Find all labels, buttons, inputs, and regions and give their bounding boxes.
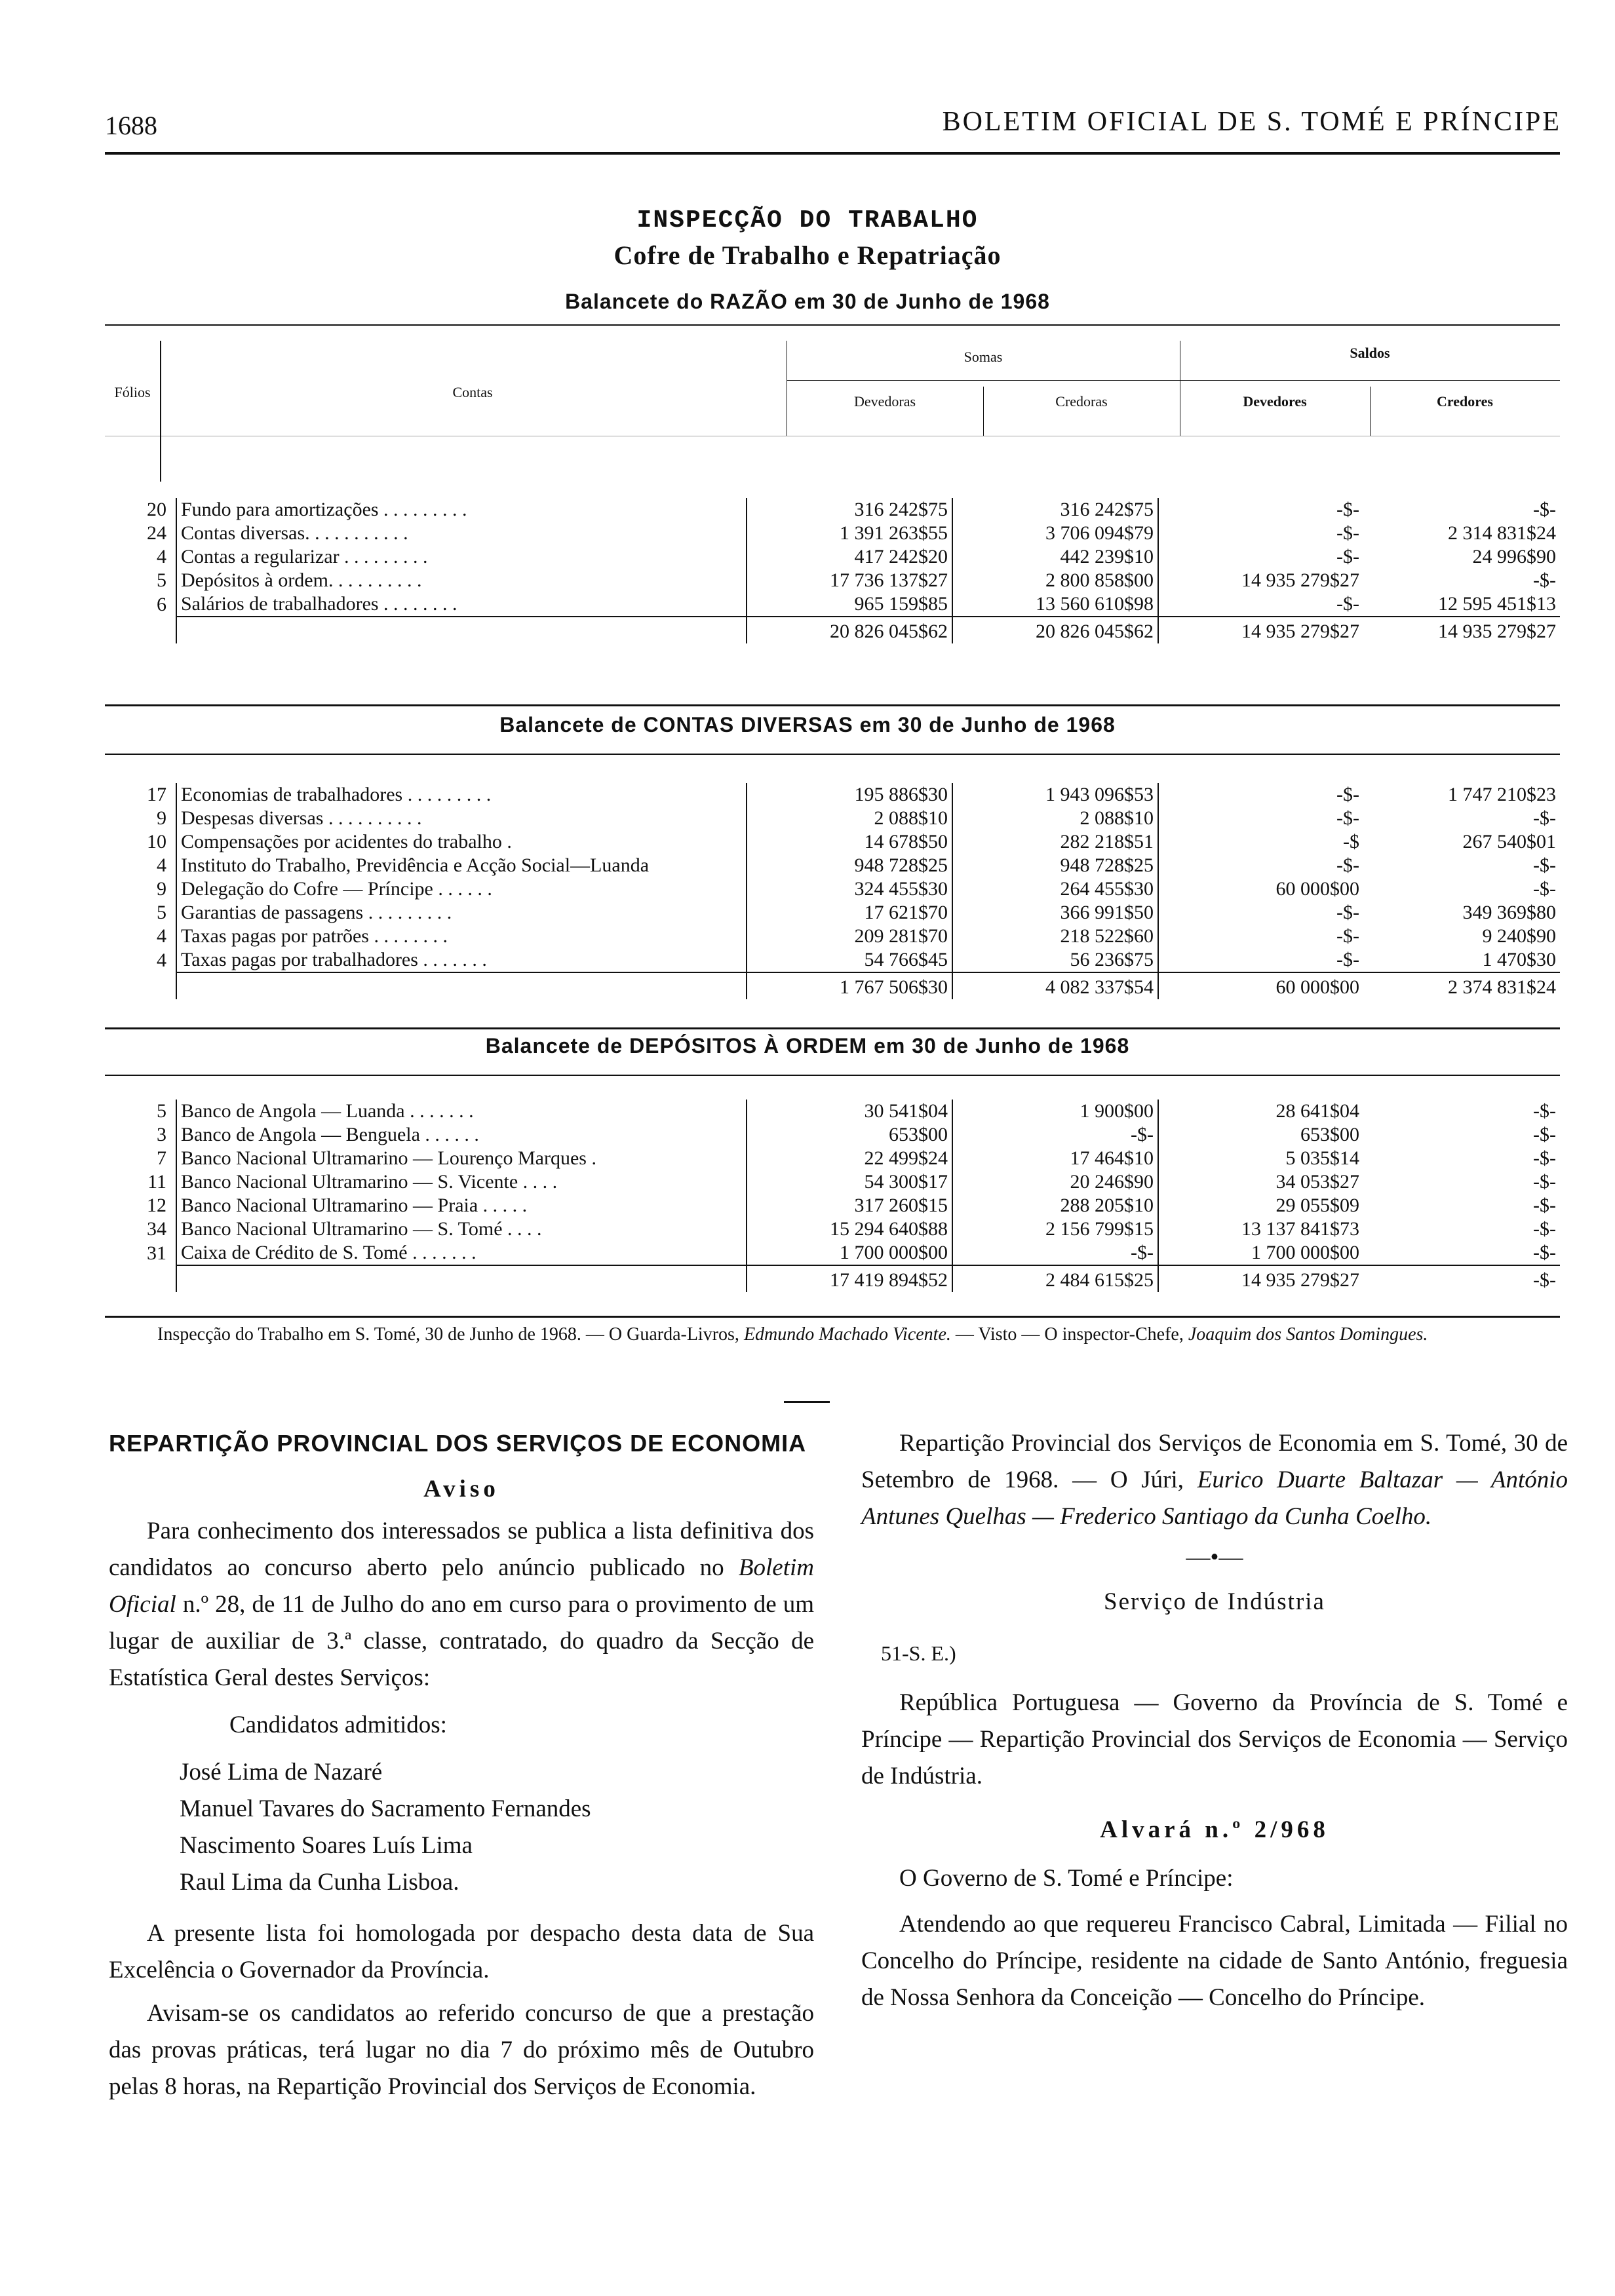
debit-cell: 2 088$10 <box>747 807 952 830</box>
total-cred-cell: 20 826 045$62 <box>952 617 1158 643</box>
conta-cell: Banco Nacional Ultramarino — S. Tomé . . . . <box>176 1217 747 1241</box>
saldo-credor-cell: 24 996$90 <box>1472 546 1556 567</box>
candidate-name: José Lima de Nazaré <box>180 1759 383 1786</box>
saldo-devedor-cell: -$- <box>1158 854 1363 877</box>
saldo-credor-cell: -$- <box>1533 1242 1556 1263</box>
credit-cell: -$- <box>952 1123 1158 1147</box>
col-devedoras: Devedoras <box>853 393 916 410</box>
left-column <box>109 1425 814 2105</box>
razao-title: Balancete do RAZÃO em 30 de Junho de 1968 <box>565 290 1050 313</box>
candidate-list <box>109 1754 814 1901</box>
aviso-p1a: Para conhecimento dos interessados se publica a lista definitiva dos candidatos ao concurso aberto pelo anúncio publicado no <box>109 1518 814 1581</box>
saldo-devedor-cell: -$- <box>1158 948 1363 972</box>
col-credores: Credores <box>1437 393 1493 410</box>
credit-cell: 316 242$75 <box>952 498 1158 522</box>
folio-cell: 24 <box>147 522 166 544</box>
conta-cell: Banco Nacional Ultramarino — Praia . . . . . <box>176 1194 747 1217</box>
conta-cell: Banco Nacional Ultramarino — S. Vicente . . . . <box>176 1170 747 1194</box>
table-row <box>105 783 1560 807</box>
credit-cell: 288 205$10 <box>952 1194 1158 1217</box>
conta-cell: Delegação do Cofre — Príncipe . . . . . . <box>176 877 747 901</box>
folio-cell: 9 <box>157 878 166 900</box>
servico-heading: Serviço de Indústria <box>1104 1588 1325 1615</box>
saldo-devedor-cell: 653$00 <box>1158 1123 1363 1147</box>
aviso-p1b: n.º 28, de 11 de Julho do ano em curso para o provimento de um lugar de auxiliar de 3.ª classe, contratado, do quadro da Secção de Estatística Geral destes Serviços: <box>109 1591 814 1691</box>
page-number: 1688 <box>105 111 157 140</box>
table-row <box>105 1123 1560 1147</box>
section-divider <box>784 1401 830 1403</box>
saldo-devedor-cell: -$- <box>1158 925 1363 948</box>
table-row <box>105 545 1560 569</box>
table-row <box>105 1147 1560 1170</box>
saldo-credor-cell: 2 314 831$24 <box>1448 522 1556 544</box>
credit-cell: 56 236$75 <box>952 948 1158 972</box>
debit-cell: 653$00 <box>747 1123 952 1147</box>
diversas-title: Balancete de CONTAS DIVERSAS em 30 de Junho de 1968 <box>499 713 1116 737</box>
note-name-1: Edmundo Machado Vicente. <box>743 1324 951 1345</box>
aviso-heading: Aviso <box>423 1476 499 1502</box>
saldo-devedor-cell: -$- <box>1158 783 1363 807</box>
saldo-credor-cell: 349 369$80 <box>1462 902 1556 923</box>
saldo-devedor-cell: 14 935 279$27 <box>1158 569 1363 592</box>
saldo-credor-cell: -$- <box>1533 1124 1556 1145</box>
depositos-table <box>105 1100 1560 1292</box>
saldo-credor-cell: 1 747 210$23 <box>1448 784 1556 805</box>
report-fund: Cofre de Trabalho e Repatriação <box>613 240 1002 270</box>
total-deb-cell: 1 767 506$30 <box>747 972 952 999</box>
saldo-devedor-cell: 29 055$09 <box>1158 1194 1363 1217</box>
col-devedores: Devedores <box>1243 393 1307 410</box>
total-row <box>105 617 1560 643</box>
total-scred-cell: 2 374 831$24 <box>1363 972 1560 999</box>
conta-cell: Taxas pagas por patrões . . . . . . . . <box>176 925 747 948</box>
saldo-devedor-cell: -$- <box>1158 498 1363 522</box>
saldo-credor-cell: -$- <box>1533 1100 1556 1122</box>
credit-cell: 366 991$50 <box>952 901 1158 925</box>
saldo-credor-cell: -$- <box>1533 1147 1556 1169</box>
note-name-2: Joaquim dos Santos Domingues. <box>1188 1324 1428 1345</box>
debit-cell: 317 260$15 <box>747 1194 952 1217</box>
right-column <box>861 1425 1568 2016</box>
credit-cell: 442 239$10 <box>952 545 1158 569</box>
saldo-devedor-cell: -$- <box>1158 522 1363 545</box>
folio-cell: 5 <box>157 1100 166 1122</box>
credit-cell: 218 522$60 <box>952 925 1158 948</box>
debit-cell: 54 766$45 <box>747 948 952 972</box>
note-text-2: — Visto — O inspector-Chefe, <box>955 1324 1184 1345</box>
folio-cell: 17 <box>147 784 166 805</box>
conta-cell: Compensações por acidentes do trabalho . <box>176 830 747 854</box>
credit-cell: 3 706 094$79 <box>952 522 1158 545</box>
conta-cell: Taxas pagas por trabalhadores . . . . . . . <box>176 948 747 972</box>
saldo-devedor-cell: -$- <box>1158 807 1363 830</box>
credit-cell: 2 800 858$00 <box>952 569 1158 592</box>
total-empty-cell <box>176 972 747 999</box>
table-row <box>105 925 1560 948</box>
total-empty-cell <box>176 617 747 643</box>
saldo-devedor-cell: 34 053$27 <box>1158 1170 1363 1194</box>
table-row <box>105 948 1560 972</box>
conta-cell: Depósitos à ordem. . . . . . . . . . <box>176 569 747 592</box>
conta-cell: Economias de trabalhadores . . . . . . . . . <box>176 783 747 807</box>
credit-cell: -$- <box>952 1241 1158 1265</box>
total-deb-cell: 20 826 045$62 <box>747 617 952 643</box>
saldo-credor-cell: -$- <box>1533 1171 1556 1193</box>
total-cred-cell: 4 082 337$54 <box>952 972 1158 999</box>
credit-cell: 17 464$10 <box>952 1147 1158 1170</box>
conta-cell: Banco Nacional Ultramarino — Lourenço Marques . <box>176 1147 747 1170</box>
col-saldos: Saldos <box>1350 345 1390 361</box>
saldo-credor-cell: -$- <box>1533 1218 1556 1240</box>
saldo-credor-cell: -$- <box>1533 499 1556 520</box>
credit-cell: 2 088$10 <box>952 807 1158 830</box>
saldo-credor-cell: 1 470$30 <box>1482 949 1556 970</box>
folio-cell: 10 <box>147 831 166 852</box>
debit-cell: 17 736 137$27 <box>747 569 952 592</box>
juri-text: Repartição Provincial dos Serviços de Economia em S. Tomé, 30 de Setembro de 1968. — O Júri, <box>861 1430 1568 1493</box>
table-top-rule <box>105 324 1560 326</box>
total-scred-cell: 14 935 279$27 <box>1363 617 1560 643</box>
debit-cell: 316 242$75 <box>747 498 952 522</box>
table-row <box>105 1194 1560 1217</box>
credit-cell: 20 246$90 <box>952 1170 1158 1194</box>
alvara-heading: Alvará n.º 2/968 <box>1100 1816 1329 1843</box>
conta-cell: Despesas diversas . . . . . . . . . . <box>176 807 747 830</box>
table-row <box>105 522 1560 545</box>
credit-cell: 282 218$51 <box>952 830 1158 854</box>
diversas-top-rule <box>105 754 1560 755</box>
conta-cell: Caixa de Crédito de S. Tomé . . . . . . . <box>176 1241 747 1265</box>
total-row <box>105 1265 1560 1292</box>
saldo-credor-cell: 267 540$01 <box>1462 831 1556 852</box>
conta-cell: Salários de trabalhadores . . . . . . . . <box>176 592 747 617</box>
saldo-devedor-cell: -$ <box>1158 830 1363 854</box>
saldo-devedor-cell: 28 641$04 <box>1158 1100 1363 1123</box>
saldo-credor-cell: -$- <box>1533 569 1556 591</box>
republica-paragraph: República Portuguesa — Governo da Província de S. Tomé e Príncipe — Repartição Provincial dos Serviços de Economia — Serviço de Indústria. <box>861 1689 1568 1789</box>
col-folios: Fólios <box>114 384 151 400</box>
credit-cell: 1 943 096$53 <box>952 783 1158 807</box>
saldo-devedor-cell: -$- <box>1158 901 1363 925</box>
candidate-name: Nascimento Soares Luís Lima <box>180 1832 473 1859</box>
folio-cell: 31 <box>147 1242 166 1264</box>
debit-cell: 324 455$30 <box>747 877 952 901</box>
debit-cell: 30 541$04 <box>747 1100 952 1123</box>
table-row <box>105 854 1560 877</box>
debit-cell: 17 621$70 <box>747 901 952 925</box>
table-row <box>105 498 1560 522</box>
razao-table <box>105 498 1560 643</box>
debit-cell: 14 678$50 <box>747 830 952 854</box>
debit-cell: 1 391 263$55 <box>747 522 952 545</box>
total-empty-cell <box>105 617 176 643</box>
debit-cell: 22 499$24 <box>747 1147 952 1170</box>
total-cred-cell: 2 484 615$25 <box>952 1265 1158 1292</box>
saldo-credor-cell: 9 240$90 <box>1482 925 1556 947</box>
diversas-bottom-rule <box>105 1027 1560 1029</box>
saldo-devedor-cell: -$- <box>1158 545 1363 569</box>
folio-cell: 20 <box>147 499 166 520</box>
debit-cell: 54 300$17 <box>747 1170 952 1194</box>
conta-cell: Contas diversas. . . . . . . . . . . <box>176 522 747 545</box>
folio-cell: 5 <box>157 902 166 923</box>
saldo-devedor-cell: -$- <box>1158 592 1363 617</box>
folio-cell: 4 <box>157 949 166 971</box>
folio-cell: 9 <box>157 807 166 829</box>
right-divider: —•— <box>1186 1544 1243 1571</box>
table-row <box>105 569 1560 592</box>
saldo-devedor-cell: 1 700 000$00 <box>1158 1241 1363 1265</box>
depositos-title: Balancete de DEPÓSITOS À ORDEM em 30 de Junho de 1968 <box>485 1034 1130 1058</box>
table-row <box>105 1100 1560 1123</box>
folio-cell: 34 <box>147 1218 166 1240</box>
juri-paragraph <box>861 1425 1568 1535</box>
publication-title: BOLETIM OFICIAL DE S. TOMÉ E PRÍNCIPE <box>942 107 1561 137</box>
folio-cell: 5 <box>157 569 166 591</box>
conta-cell: Instituto do Trabalho, Previdência e Acção Social—Luanda <box>176 854 747 877</box>
governo-line: O Governo de S. Tomé e Príncipe: <box>899 1865 1234 1892</box>
table-row <box>105 830 1560 854</box>
report-office: INSPECÇÃO DO TRABALHO <box>636 206 979 235</box>
signature-note <box>157 1324 1566 1346</box>
saldo-devedor-cell: 5 035$14 <box>1158 1147 1363 1170</box>
table-row <box>105 901 1560 925</box>
folio-cell: 11 <box>147 1171 166 1193</box>
folio-cell: 3 <box>157 1124 166 1145</box>
saldo-credor-cell: -$- <box>1533 878 1556 900</box>
aviso-paragraph-3: Avisam-se os candidatos ao referido concurso de que a prestação das provas práticas, terá lugar no dia 7 do próximo mês de Outubro pelas 8 horas, na Repartição Provincial dos Serviços de Economia. <box>109 2000 814 2100</box>
table-row <box>105 877 1560 901</box>
saldo-credor-cell: -$- <box>1533 1195 1556 1216</box>
depositos-bottom-rule <box>105 1316 1560 1318</box>
total-sdev-cell: 60 000$00 <box>1158 972 1363 999</box>
debit-cell: 948 728$25 <box>747 854 952 877</box>
aviso-paragraph-1 <box>109 1513 814 1696</box>
depositos-top-rule <box>105 1075 1560 1076</box>
conta-cell: Banco de Angola — Luanda . . . . . . . <box>176 1100 747 1123</box>
diversas-table <box>105 783 1560 999</box>
folio-cell: 6 <box>157 593 166 615</box>
table-row <box>105 1217 1560 1241</box>
credit-cell: 264 455$30 <box>952 877 1158 901</box>
debit-cell: 965 159$85 <box>747 592 952 617</box>
total-row <box>105 972 1560 999</box>
atendendo-paragraph: Atendendo ao que requereu Francisco Cabral, Limitada — Filial no Concelho do Príncipe, residente na cidade de Santo António, freguesia de Nossa Senhora da Conceição — Concelho do Príncipe. <box>861 1911 1568 2011</box>
saldo-credor-cell: -$- <box>1533 807 1556 829</box>
debit-cell: 195 886$30 <box>747 783 952 807</box>
razao-bottom-rule <box>105 704 1560 706</box>
aviso-p1-emph: Boletim Oficial <box>109 1554 815 1618</box>
debit-cell: 1 700 000$00 <box>747 1241 952 1265</box>
total-sdev-cell: 14 935 279$27 <box>1158 617 1363 643</box>
col-credoras: Credoras <box>1055 393 1108 410</box>
reference-code: 51-S. E.) <box>881 1641 956 1665</box>
folio-cell: 12 <box>147 1195 166 1216</box>
col-contas: Contas <box>452 384 493 400</box>
folio-cell: 4 <box>157 546 166 567</box>
credit-cell: 948 728$25 <box>952 854 1158 877</box>
col-somas: Somas <box>963 349 1003 365</box>
candidate-name: Raul Lima da Cunha Lisboa. <box>180 1869 459 1896</box>
saldo-devedor-cell: 13 137 841$73 <box>1158 1217 1363 1241</box>
somas-rule <box>787 380 1560 381</box>
total-scred-cell: -$- <box>1363 1265 1560 1292</box>
conta-cell: Banco de Angola — Benguela . . . . . . <box>176 1123 747 1147</box>
debit-cell: 15 294 640$88 <box>747 1217 952 1241</box>
conta-cell: Garantias de passagens . . . . . . . . . <box>176 901 747 925</box>
total-sdev-cell: 14 935 279$27 <box>1158 1265 1363 1292</box>
header-rule <box>105 152 1560 155</box>
folio-cell: 4 <box>157 854 166 876</box>
aviso-paragraph-2: A presente lista foi homologada por despacho desta data de Sua Excelência o Governador da Província. <box>109 1920 814 1983</box>
debit-cell: 209 281$70 <box>747 925 952 948</box>
table-row <box>105 807 1560 830</box>
table-row <box>105 592 1560 617</box>
total-empty-cell <box>105 1265 176 1292</box>
table-row <box>105 1170 1560 1194</box>
economia-heading: REPARTIÇÃO PROVINCIAL DOS SERVIÇOS DE ECONOMIA <box>109 1430 807 1457</box>
table-row <box>105 1241 1560 1265</box>
candidate-name: Manuel Tavares do Sacramento Fernandes <box>180 1795 591 1822</box>
credit-cell: 2 156 799$15 <box>952 1217 1158 1241</box>
total-empty-cell <box>105 972 176 999</box>
juri-names: Eurico Duarte Baltazar — António Antunes Quelhas — Frederico Santiago da Cunha Coelho. <box>861 1466 1568 1530</box>
credit-cell: 1 900$00 <box>952 1100 1158 1123</box>
total-deb-cell: 17 419 894$52 <box>747 1265 952 1292</box>
credit-cell: 13 560 610$98 <box>952 592 1158 617</box>
note-text-1: Inspecção do Trabalho em S. Tomé, 30 de Junho de 1968. — O Guarda-Livros, <box>157 1324 739 1345</box>
conta-cell: Fundo para amortizações . . . . . . . . . <box>176 498 747 522</box>
header-vline-1 <box>160 341 161 482</box>
folio-cell: 7 <box>157 1147 166 1169</box>
folio-cell: 4 <box>157 925 166 947</box>
saldo-devedor-cell: 60 000$00 <box>1158 877 1363 901</box>
debit-cell: 417 242$20 <box>747 545 952 569</box>
total-empty-cell <box>176 1265 747 1292</box>
conta-cell: Contas a regularizar . . . . . . . . . <box>176 545 747 569</box>
saldo-credor-cell: -$- <box>1533 854 1556 876</box>
saldo-credor-cell: 12 595 451$13 <box>1438 593 1556 615</box>
admitidos-label: Candidatos admitidos: <box>229 1712 447 1738</box>
